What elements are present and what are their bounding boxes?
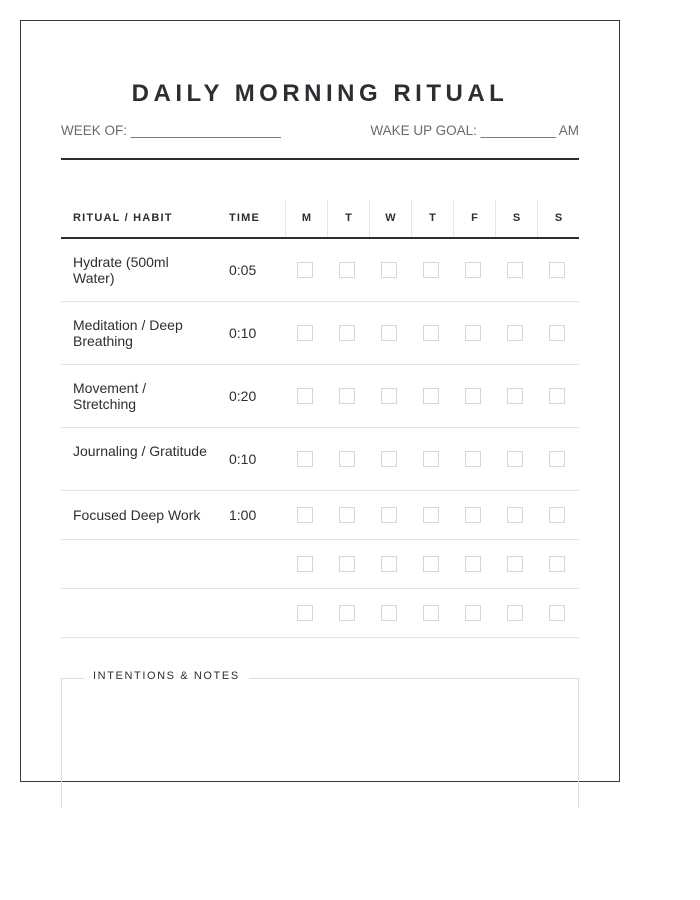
habit-time: 1:00 bbox=[229, 507, 257, 523]
day-checkbox[interactable] bbox=[381, 325, 397, 341]
day-checkbox[interactable] bbox=[297, 325, 313, 341]
table-row bbox=[61, 239, 579, 302]
column-header-day: S bbox=[537, 200, 579, 237]
day-checkbox[interactable] bbox=[465, 605, 481, 621]
day-checkbox[interactable] bbox=[339, 556, 355, 572]
day-checkbox[interactable] bbox=[423, 451, 439, 467]
wake-up-goal-field: WAKE UP GOAL: __________ AM bbox=[370, 123, 579, 138]
day-checkbox[interactable] bbox=[507, 325, 523, 341]
day-checkbox[interactable] bbox=[381, 556, 397, 572]
table-header bbox=[61, 200, 579, 239]
day-checkbox[interactable] bbox=[423, 507, 439, 523]
day-checkbox[interactable] bbox=[423, 325, 439, 341]
meta-row bbox=[61, 123, 579, 141]
day-checkbox[interactable] bbox=[423, 388, 439, 404]
table-row bbox=[61, 540, 579, 589]
habit-time: 0:10 bbox=[229, 325, 257, 341]
day-checkbox[interactable] bbox=[339, 507, 355, 523]
table-row bbox=[61, 302, 579, 365]
day-checkbox[interactable] bbox=[297, 388, 313, 404]
habit-name: Hydrate (500ml Water) bbox=[73, 254, 169, 286]
column-header-day: W bbox=[369, 200, 411, 237]
day-checkbox[interactable] bbox=[549, 388, 565, 404]
day-checkbox[interactable] bbox=[507, 451, 523, 467]
day-checkbox[interactable] bbox=[549, 262, 565, 278]
day-checkbox[interactable] bbox=[423, 556, 439, 572]
column-header-day: T bbox=[411, 200, 453, 237]
day-checkbox[interactable] bbox=[507, 388, 523, 404]
week-of-field: WEEK OF: ____________________ bbox=[61, 123, 281, 138]
day-checkbox[interactable] bbox=[297, 262, 313, 278]
page-title: DAILY MORNING RITUAL bbox=[131, 80, 509, 107]
day-checkbox[interactable] bbox=[381, 451, 397, 467]
habit-name: Focused Deep Work bbox=[73, 507, 201, 523]
column-header-time: TIME bbox=[229, 212, 261, 224]
notes-label: INTENTIONS & NOTES bbox=[84, 670, 249, 682]
header-divider bbox=[61, 158, 579, 160]
day-checkbox[interactable] bbox=[381, 388, 397, 404]
habit-time: 0:05 bbox=[229, 262, 257, 278]
day-checkbox[interactable] bbox=[549, 605, 565, 621]
day-checkbox[interactable] bbox=[549, 507, 565, 523]
day-checkbox[interactable] bbox=[339, 325, 355, 341]
table-row bbox=[61, 589, 579, 638]
table-row bbox=[61, 365, 579, 428]
day-checkbox[interactable] bbox=[465, 556, 481, 572]
day-checkbox[interactable] bbox=[507, 605, 523, 621]
day-checkbox[interactable] bbox=[381, 507, 397, 523]
day-checkbox[interactable] bbox=[297, 556, 313, 572]
day-checkbox[interactable] bbox=[297, 451, 313, 467]
habit-name: Meditation / Deep Breathing bbox=[73, 317, 183, 349]
column-header-habit: RITUAL / HABIT bbox=[73, 212, 173, 224]
column-header-day: F bbox=[453, 200, 495, 237]
day-checkbox[interactable] bbox=[339, 605, 355, 621]
habit-name: Movement / Stretching bbox=[73, 380, 147, 412]
day-checkbox[interactable] bbox=[339, 451, 355, 467]
column-header-day: M bbox=[285, 200, 327, 237]
table-body bbox=[61, 239, 579, 638]
day-checkbox[interactable] bbox=[465, 262, 481, 278]
habit-time: 0:10 bbox=[229, 451, 257, 467]
table-row bbox=[61, 428, 579, 491]
day-checkbox[interactable] bbox=[507, 507, 523, 523]
day-checkbox[interactable] bbox=[297, 605, 313, 621]
day-checkbox[interactable] bbox=[339, 262, 355, 278]
habit-time: 0:20 bbox=[229, 388, 257, 404]
day-checkbox[interactable] bbox=[507, 262, 523, 278]
day-checkbox[interactable] bbox=[465, 451, 481, 467]
day-checkbox[interactable] bbox=[549, 325, 565, 341]
day-checkbox[interactable] bbox=[465, 325, 481, 341]
day-checkbox[interactable] bbox=[423, 262, 439, 278]
notes-box[interactable] bbox=[61, 670, 579, 808]
day-checkbox[interactable] bbox=[549, 556, 565, 572]
column-header-day: T bbox=[327, 200, 369, 237]
day-checkbox[interactable] bbox=[297, 507, 313, 523]
column-header-day: S bbox=[495, 200, 537, 237]
day-checkbox[interactable] bbox=[465, 388, 481, 404]
ritual-table bbox=[61, 200, 579, 638]
day-checkbox[interactable] bbox=[507, 556, 523, 572]
day-checkbox[interactable] bbox=[465, 507, 481, 523]
day-checkbox[interactable] bbox=[381, 262, 397, 278]
day-checkbox[interactable] bbox=[381, 605, 397, 621]
habit-name: Journaling / Gratitude bbox=[73, 443, 207, 459]
day-checkbox[interactable] bbox=[339, 388, 355, 404]
day-checkbox[interactable] bbox=[549, 451, 565, 467]
table-row bbox=[61, 491, 579, 540]
day-checkbox[interactable] bbox=[423, 605, 439, 621]
